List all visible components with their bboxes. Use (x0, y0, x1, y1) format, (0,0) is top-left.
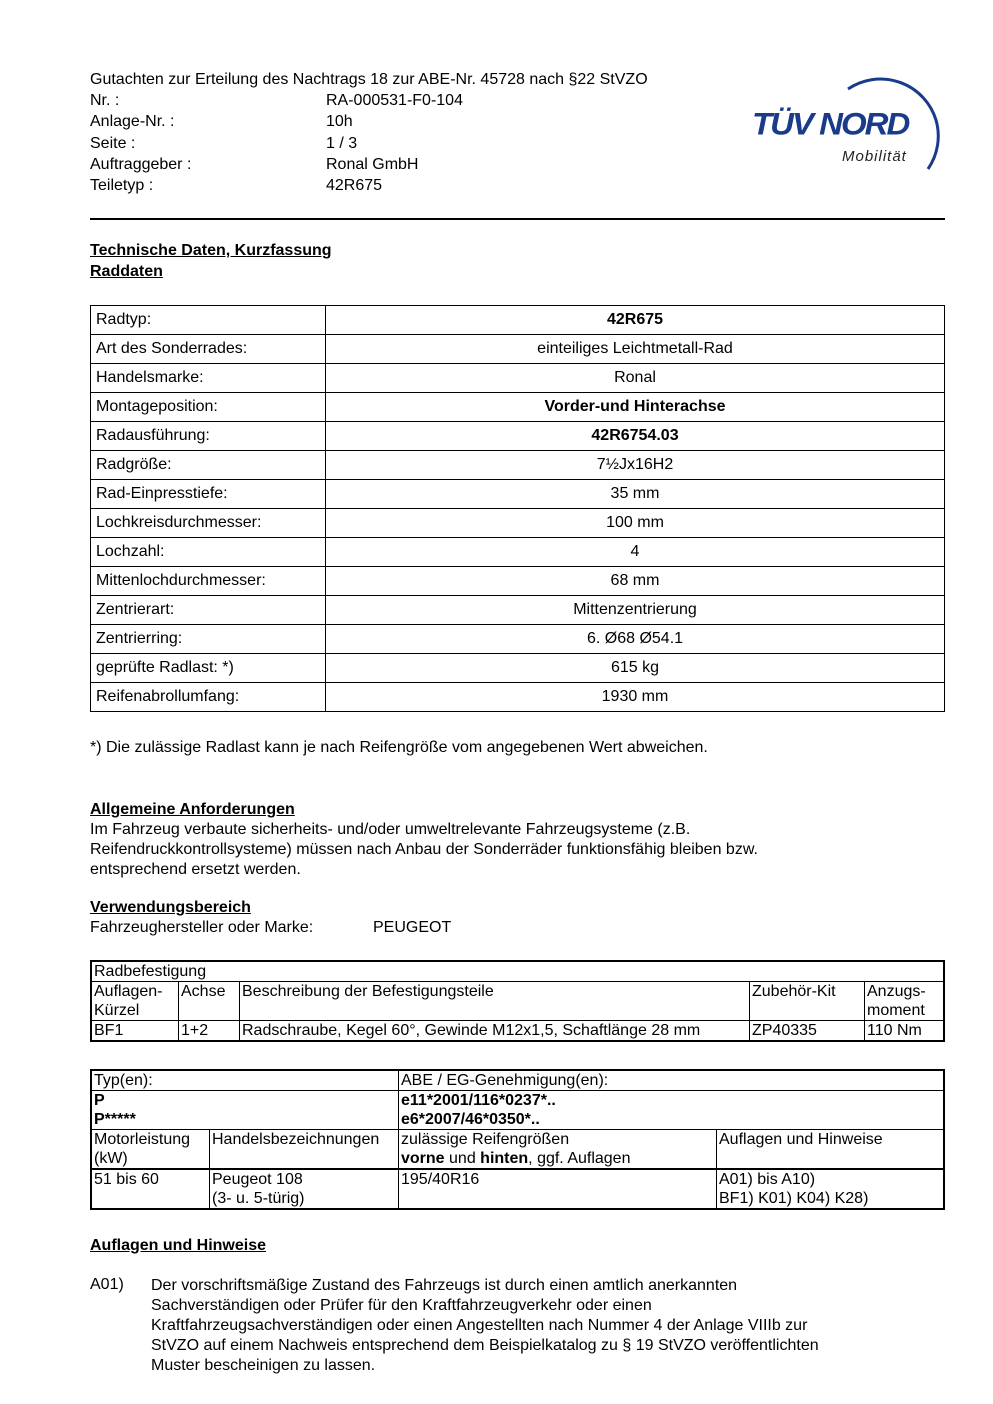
table-row (91, 596, 945, 625)
tuv-nord-logo (750, 45, 950, 175)
row-label: Radgröße: (91, 451, 326, 480)
table-row (91, 625, 945, 654)
table-row (91, 306, 945, 335)
cell-name: Peugeot 108 (212, 1171, 303, 1188)
section-subtitle: Raddaten (90, 263, 163, 280)
auflagen-title: Auflagen und Hinweise (90, 1237, 267, 1254)
field-value: 10h (326, 113, 353, 131)
document-title: Gutachten zur Erteilung des Nachtrags 18 zur ABE-Nr. 45728 nach §22 StVZO (90, 71, 648, 88)
header-field (90, 90, 463, 111)
row-value: 7½Jx16H2 (326, 451, 945, 480)
row-label: Zentrierring: (91, 625, 326, 654)
table-row (91, 538, 945, 567)
field-label: Seite : (90, 134, 136, 152)
row-label: Mittenlochdurchmesser: (91, 567, 326, 596)
row-label: Zentrierart: (91, 596, 326, 625)
col-header: Auflagen- Kürzel (91, 982, 179, 1021)
table-row (91, 480, 945, 509)
row-label: Art des Sonderrades: (91, 335, 326, 364)
table-row (91, 364, 945, 393)
radbefestigung-title: Radbefestigung (91, 961, 944, 982)
typ-label: Typ(en): (91, 1070, 399, 1091)
auflage-code: A01) (90, 1276, 124, 1293)
row-value: 615 kg (326, 654, 945, 683)
logo-subtitle: Mobilität (842, 148, 907, 165)
type-2: P***** (91, 1110, 399, 1130)
table-row (91, 451, 945, 480)
approval-2: e6*2007/46*0350*.. (399, 1110, 945, 1130)
row-value: Mittenzentrierung (326, 596, 945, 625)
row-value: 68 mm (326, 567, 945, 596)
row-label: Radausführung: (91, 422, 326, 451)
raddaten-table (90, 305, 945, 712)
header-field (90, 111, 353, 132)
table-row (91, 335, 945, 364)
row-label: Reifenabrollumfang: (91, 683, 326, 712)
table-row (91, 683, 945, 712)
table-cell: 110 Nm (865, 1021, 945, 1042)
auflage-text (151, 1276, 819, 1376)
text-line: Im Fahrzeug verbaute sicherheits- und/oder umweltrelevante Fahrzeugsysteme (z.B. (90, 821, 691, 838)
col-auflagen: Auflagen und Hinweise (717, 1130, 945, 1170)
row-value: 35 mm (326, 480, 945, 509)
row-value: einteiliges Leichtmetall-Rad (326, 335, 945, 364)
text-line: Kraftfahrzeugsachverständigen oder einen Angestellten nach Nummer 4 der Anlage VIIIb zur (151, 1317, 808, 1334)
verwendung-title: Verwendungsbereich (90, 899, 251, 916)
header-field (90, 133, 358, 154)
type-1: P (91, 1091, 399, 1111)
row-label: Montageposition: (91, 393, 326, 422)
col-header: Achse (179, 982, 240, 1021)
row-value: Ronal (326, 364, 945, 393)
allgemein-text (90, 820, 758, 880)
typen-table (90, 1069, 945, 1210)
section-title: Technische Daten, Kurzfassung (90, 242, 332, 259)
field-value: 42R675 (326, 177, 383, 195)
header-divider (90, 218, 945, 220)
table-cell: BF1 (91, 1021, 179, 1042)
text-line: Muster bescheinigen zu lassen. (151, 1357, 376, 1374)
row-label: Radtyp: (91, 306, 326, 335)
col-tire: zulässige Reifengrößen (401, 1131, 570, 1148)
text-line: StVZO auf einem Nachweis entsprechend dem Beispielkatalog zu § 19 StVZO veröffentlichten (151, 1337, 819, 1354)
header-field (90, 154, 419, 175)
field-label: Anlage-Nr. : (90, 113, 175, 131)
col-kw: Motorleistung (94, 1131, 191, 1148)
header-field (90, 175, 383, 196)
row-value: 100 mm (326, 509, 945, 538)
col-kw-unit: (kW) (94, 1150, 128, 1167)
field-value: Ronal GmbH (326, 155, 419, 173)
field-value: 1 / 3 (326, 134, 358, 152)
allgemein-title: Allgemeine Anforderungen (90, 801, 295, 818)
field-label: Teiletyp : (90, 177, 154, 195)
radbefestigung-table (90, 960, 945, 1042)
col-name: Handelsbezeichnungen (210, 1130, 399, 1170)
col-header: Beschreibung der Befestigungsteile (240, 982, 750, 1021)
row-label: Handelsmarke: (91, 364, 326, 393)
row-label: geprüfte Radlast: *) (91, 654, 326, 683)
cell-name-variant: (3- u. 5-türig) (212, 1190, 305, 1207)
row-label: Lochzahl: (91, 538, 326, 567)
row-value: 6. Ø68 Ø54.1 (326, 625, 945, 654)
row-value: Vorder-und Hinterachse (326, 393, 945, 422)
field-label: Nr. : (90, 92, 120, 109)
tire-front: vorne (401, 1150, 445, 1167)
table-row (91, 654, 945, 683)
manufacturer-label: Fahrzeughersteller oder Marke: (90, 919, 314, 936)
row-label: Rad-Einpresstiefe: (91, 480, 326, 509)
table-cell: Radschraube, Kegel 60°, Gewinde M12x1,5, Schaftlänge 28 mm (240, 1021, 750, 1042)
text-line: Reifendruckkontrollsysteme) müssen nach Anbau der Sonderräder funktionsfähig bleiben bzw. (90, 841, 758, 858)
table-cell: 1+2 (179, 1021, 240, 1042)
table-row (91, 422, 945, 451)
abe-label: ABE / EG-Genehmigung(en): (399, 1070, 945, 1091)
text-line: Der vorschriftsmäßige Zustand des Fahrzeugs ist durch einen amtlich anerkannten (151, 1277, 738, 1294)
footnote: *) Die zulässige Radlast kann je nach Reifengröße vom angegebenen Wert abweichen. (90, 739, 708, 756)
row-value: 42R675 (326, 306, 945, 335)
tire-note: , ggf. Auflagen (528, 1150, 631, 1167)
table-row (91, 393, 945, 422)
row-value: 1930 mm (326, 683, 945, 712)
cell-kw: 51 bis 60 (91, 1169, 210, 1209)
row-label: Lochkreisdurchmesser: (91, 509, 326, 538)
cell-auflagen-2: BF1) K01) K04) K28) (719, 1190, 869, 1207)
text-line: Sachverständigen oder Prüfer für den Kraftfahrzeugverkehr oder einen (151, 1297, 652, 1314)
logo-brand: TÜV NORD (752, 105, 909, 142)
tire-and: und (444, 1150, 481, 1167)
tire-rear: hinten (480, 1150, 529, 1167)
cell-auflagen-1: A01) bis A10) (719, 1171, 816, 1188)
col-header: Anzugs- moment (865, 982, 945, 1021)
col-header: Zubehör-Kit (750, 982, 865, 1021)
row-value: 42R6754.03 (326, 422, 945, 451)
manufacturer-value: PEUGEOT (373, 919, 452, 936)
approval-1: e11*2001/116*0237*.. (399, 1091, 945, 1111)
table-row (91, 509, 945, 538)
row-value: 4 (326, 538, 945, 567)
table-cell: ZP40335 (750, 1021, 865, 1042)
field-value: RA-000531-F0-104 (326, 92, 463, 109)
text-line: entsprechend ersetzt werden. (90, 861, 301, 878)
field-label: Auftraggeber : (90, 155, 192, 173)
table-row (91, 567, 945, 596)
cell-tire: 195/40R16 (399, 1169, 717, 1209)
